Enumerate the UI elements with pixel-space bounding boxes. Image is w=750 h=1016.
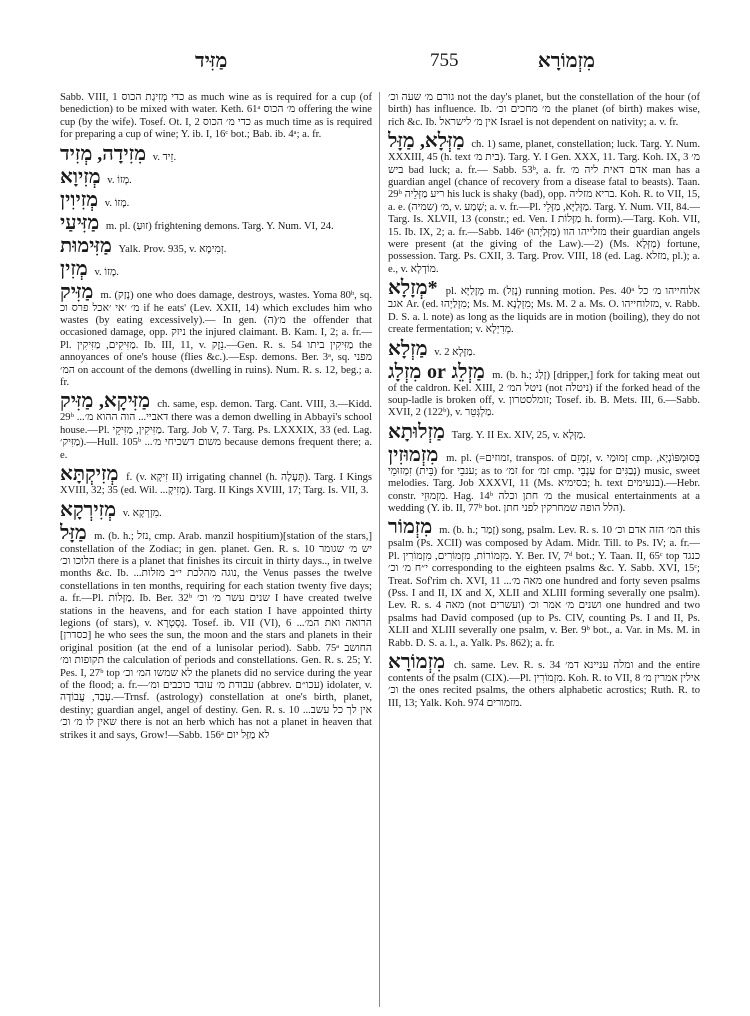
header-right-catchword: מִזְמוֹרָא [537, 50, 595, 72]
entry-definition: v. מִזְרְקָא. [122, 507, 162, 519]
entry-headword: מִזְמוּזִין [388, 443, 439, 466]
header-left-catchword: מַזִּיד [195, 50, 228, 72]
dictionary-entry [60, 212, 372, 234]
right-column [388, 92, 700, 1007]
dictionary-entry [388, 277, 700, 336]
entry-definition: גורם מ׳ שעה וכ׳ not the day's planet, but the constellation of the hour (of birth) has influence. Ib. מ׳ מחכים וכ׳ the planet (of birth) makes wise, rich &c. Ib. אין מ׳ לישראל Israel is not dependent on nativity; a. v. fr. [388, 92, 700, 128]
page-header [60, 50, 690, 80]
entry-definition: m. pl. (זוּעַ) frightening demons. Targ. Y. Num. VI, 24. [105, 220, 334, 232]
dictionary-entry [60, 166, 372, 188]
dictionary-entry [388, 130, 700, 276]
entry-definition: v. מָזוֹ. [107, 174, 132, 186]
dictionary-entry [60, 92, 372, 142]
entry-definition: pl. מְזָלַיָּא m. (נָזַל) running motion. Pes. 40ᵃ אלוחייהו מ׳ כל אגב Ar. (ed. מִזְלַיְהוּ; Ms. M. מִזְלָנָא; Ms. M. 2 a. Ms. O. מזלוחייהו, v. Rabb. D. S. a. l. note) as long as the liquids are in motion (boiling), they do not create fermentation; v. מְדִיְלָא. [388, 286, 700, 336]
entry-headword: מַזִּימוּת [60, 234, 112, 257]
entry-headword: מַזִּיקָא, מַזִּיק [60, 390, 151, 413]
entry-headword: מַזְלוּתָא [388, 420, 445, 443]
dictionary-entry [388, 338, 700, 360]
entry-headword: מְזִין [60, 257, 88, 280]
entry-definition: ch. 1) same, planet, constellation; luck. Targ. Y. Num. XXXIII, 45 (h. text בית מ׳). Targ. Y. I Gen. XXX, 11. Targ. Koh. IX, 3 מ׳ ביש bad luck; a. fr.— Sabb. 53ᵇ, a. fr. אדם דאית ליה מ׳ man has a guardian angel (chance of recovery from a disease fatal to beasts). Taan. 29ᵇ ריע מַזְּלֵיה his luck is shaky (bad), opp. בריא מזליה. Koh. R. to VII, 15, a. e. מ׳ (שמיה), v. שְׁמַע; a. v. fr.—Pl. מַזָּלַיָּא, מַזָּלֵי. Targ. Y. Num. VII, 84.—Targ. Is. XLVII, 13 (constr.; ed. Ven. I מַזָּלוֹת h. form).—Targ. Koh. VII, 15. Ib. IX, 2; a. fr.—Sabb. 146ᵃ (מַזְּלַיְהוּ) מזלייהו הוו their guardian angels were present (at the giving of the Law).—2) (Ms. מַזְּלָא) fortune, possession. Targ. Ps. CXII, 3. Targ. Prov. VIII, 18 (ed. Lag. מזלא, pl.); a. e., v. מוֹדְלָא. [388, 139, 700, 275]
entry-definition: v. מַזָּלָא 2. [434, 346, 476, 358]
dictionary-entry [60, 143, 372, 165]
entry-headword: מִזְמוֹרָא [388, 651, 446, 673]
entry-headword: מְזִירְקָא [60, 498, 117, 521]
dictionary-entry [60, 499, 372, 521]
entry-definition: v. מָזוֹ. [104, 197, 130, 209]
entry-definition: m. (b. h.; נזל, cmp. Arab. manzil hospitium)[station of the stars,] constellation of the Zodiac; in gen. planet. Gen. R. s. 10 יש מ׳ שגומר הלוכו וכ׳ there is a planet that finishes its circuit in thirty days.., in twelve months &c. Ib. ...נוגה מהלכת י״ב מזלות, the Venus passes the twelve constellations in ten months, requiring for each station twenty five days; a. fr.—Pl. מַזָּלוֹת. Ib. Ber. 32ᵇ שנים עשר מ׳ וכ׳ I have created twelve stations in the heavens, and for each station I have appointed thirty legions (of stars), v. גַּסְטְרָא. Tosef. ib. VII (VI), 6 ...הרואה ואת המ׳ [כסדרן] he who sees the sun, the moon and the stars and planets in their original position (at the end of a lunisolar period). Sabb. 75ᵃ החושב תקופות ומ׳ the calculation of periods and constellations. Gen. R. s. 25; Y. Pes. I, 27ᵇ top לא שמשו המ׳ וכ׳ the planets did no service during the year of the flood; a. fr.—עבודת מ׳ עובד כוכבים ומ׳ (abbrev. עכו״ם) idolater, v. עָבַד, עֲבוֹדָה.—Trnsf. (astrology) constellation at one's birth, planet, destiny; guardian angel, angel of destiny. Gen. R. s. 10 ...אין לך כל עשב שאין לו מ׳ וכ׳ there is not an herb which has not a planet in heaven that strikes it and says, Grow!—Sabb. 156ᵃ לא מַזַּל יום [60, 530, 372, 741]
dictionary-entry [60, 463, 372, 497]
entry-definition: Targ. Y. II Ex. XIV, 25, v. מַזְּלָא. [451, 429, 586, 441]
dictionary-entry [60, 281, 372, 390]
left-column [60, 92, 372, 1007]
dictionary-entry [60, 390, 372, 462]
dictionary-entry [60, 258, 372, 280]
dictionary-entry [388, 361, 700, 420]
dictionary-entry [388, 92, 700, 129]
entry-headword: מַזְּלָא, מַזָּל [388, 130, 465, 153]
entry-definition: Sabb. VIII, 1 כדי מְזִיגַת הכוס as much wine as is required for a cup (of benediction) to be mixed with water. Keth. 61ᵃ מ׳ הכוס offering the wine cup (by the wife). Tosef. Ot. I, 2 כדי מ׳ הכוס as much time as is required for preparing a cup of wine; Y. ib. I, 16ᶜ bot.; Bab. ib. 4ᵃ; a. fr. [60, 92, 372, 141]
dictionary-entry [60, 189, 372, 211]
entry-headword: מַזִּיעַי [60, 211, 100, 234]
entry-headword: מִזְמוֹר [388, 516, 433, 539]
entry-definition: m. (b. h.; זָמַר) song, psalm. Lev. R. s. 10 המ׳ הזה אדם וכ׳ this psalm (Ps. XCII) was composed by Adam. Midr. Till. to Ps. IV; a. fr.—Pl. מִזְמוֹרוֹת, מִזְמוֹרִים, מִזְמוֹרִין. Y. Ber. IV, 7ᵈ bot.; Y. Taan. II, 65ᶜ top כנגד י״ח מ׳ וכ׳ corresponding to the eighteen psalms &c. Y. Sabb. XVI, 15ᶜ; Treat. Sof'rim ch. XVI, 11 ...מאה מ׳ one hundred and forty seven psalms (Pss. I and II, IX and X, XLII and XLIII forming severally one psalm). Lev. R. s. 4 מאה (not ועשרים) ושנים מ׳ אמר וכ׳ one hundred and two psalms had David composed (up to Ps. CIV, counting Ps. I and II, Ps. XLII and XLIII severally one psalm, v. Ber. 9ᵇ bot., a. Var. in Ms. M. in Rabb. D. S. a. l., a. Yalk. Ps. 862); a. fr. [388, 525, 700, 649]
dictionary-entry [60, 522, 372, 743]
column-divider [379, 92, 380, 1007]
page-number: 755 [430, 50, 459, 71]
dictionary-entry [60, 235, 372, 257]
dictionary-entry [388, 421, 700, 443]
entry-headword: *מְזָלָא [388, 277, 438, 300]
entry-definition: f. (v. זִיקָא II) irrigating channel (h. תְּעָלָה). Targ. I Kings XVIII, 32; 35 (ed. Wil. ...מְזִיקְ). Targ. II Kings XVIII, 17; Targ. Is. VII, 3. [60, 472, 372, 497]
entry-definition: ch. same. Lev. R. s. 34 ומלה עניינא דמ׳ and the entire contents of the psalm (CIX).—Pl. מִזְמוֹרִין. Koh. R. to VII, 8 אילין אמרין מ׳ וכ׳ the ones recited psalms, the others alphabetic acrostics; Ruth. R. to III, 13; Yalk. Koh. 974 מזמורים. [388, 660, 700, 709]
dictionary-entry [388, 444, 700, 516]
entry-headword: מִזִידָה, מְזִיד [60, 142, 147, 165]
entry-headword: מְזִיוָא [60, 165, 101, 188]
entry-definition: ch. same, esp. demon. Targ. Cant. VIII, 3.—Kidd. 29ᵇ ...דאביי... הוה ההוא מ׳ there was a demon dwelling in Abbayi's school house.—Pl. מַזִּיקִין, מַזִּיקֵי. Targ. Job V, 7. Targ. Ps. LXXXIX, 33 (ed. Lag. מַזִּיק׳).—Hull. 105ᵇ ...משום דשכיחי מ׳ because demons frequent there; a. e. [60, 399, 372, 461]
dictionary-entry [388, 516, 700, 650]
entry-headword: מַזְלָא [388, 337, 428, 360]
entry-headword: מְזִיקְתָּא [60, 463, 119, 486]
entry-definition: m. (b. h.; זָלַג) [dripper,] fork for taking meat out of the caldron. Kel. XIII, 2 ניטל המ׳ (not ניטלה) if the forked head of the soup-ladle is broken off, v. זומלסטרון; Tosef. ib. B. Mets. III, 6.—Sabb. XVII, 2 (122ᵇ), v. מַלְגְּטֵר. [388, 369, 700, 419]
dictionary-entry [388, 651, 700, 710]
entry-definition: Yalk. Prov. 935, v. זְמִימָא. [118, 243, 227, 255]
entry-definition: v. זֵיד. [152, 151, 177, 163]
entry-definition: m. (נָזַק) one who does damage, destroys, wastes. Yoma 80ᵇ, sq. מ׳ ׳אי ׳אכל פרס וכ if he eats' (Lev. XXII, 14) which excludes him who wastes (by eating excessively).— In gen. (ה)מ׳ the offender that occasioned damage, opp. ניזק the injured claimant. B. Kam. I, 2; a. fr.—Pl. מַזִּיקִים, מַזִּיקִין. Ib. III, 11, v. נֵזֶק.—Gen. R. s. 54 מַזִּיקִין ביתו the annoyances of one's house (flies &c.).—Esp. demons. Ber. 3ᵃ, sq. מפני המ׳ on account of the demons (dwelling in ruins). Num. R. s. 12, beg.; a. fr. [60, 289, 372, 389]
entry-headword: מַזִּיק [60, 280, 94, 303]
entry-headword: מַזָּל [60, 521, 87, 544]
entry-definition: m. pl. (=זמוזים, transpos. of זִמְזֵם, v. זְמוּמַי cmp. בְּסוּמְפּוֹנְיָא, (בֵּית) זִמְזוּמֵי for ענבֵי; as to זמ׳ for זמ׳ cmp. עַנְבֵי for נְבַגִּים) music, sweet melodies. Targ. Job XXXVI, 11 (Ms. בסימיא; h. text בנעימים).—Hebr. constr. מִזְמוּזֵי. Hag. 14ᵇ מ׳ חתן וכלה the musical entertainments at a wedding (Y. ib. II, 77ᵇ bot. הלל הופה שמחרקין לפני חתן). [388, 452, 700, 514]
entry-definition: v. מָזוֹ. [94, 266, 119, 278]
entry-headword: מַזְלֵג or מִזְלָג [388, 360, 485, 383]
entry-headword: מְזִיוִין [60, 188, 99, 211]
